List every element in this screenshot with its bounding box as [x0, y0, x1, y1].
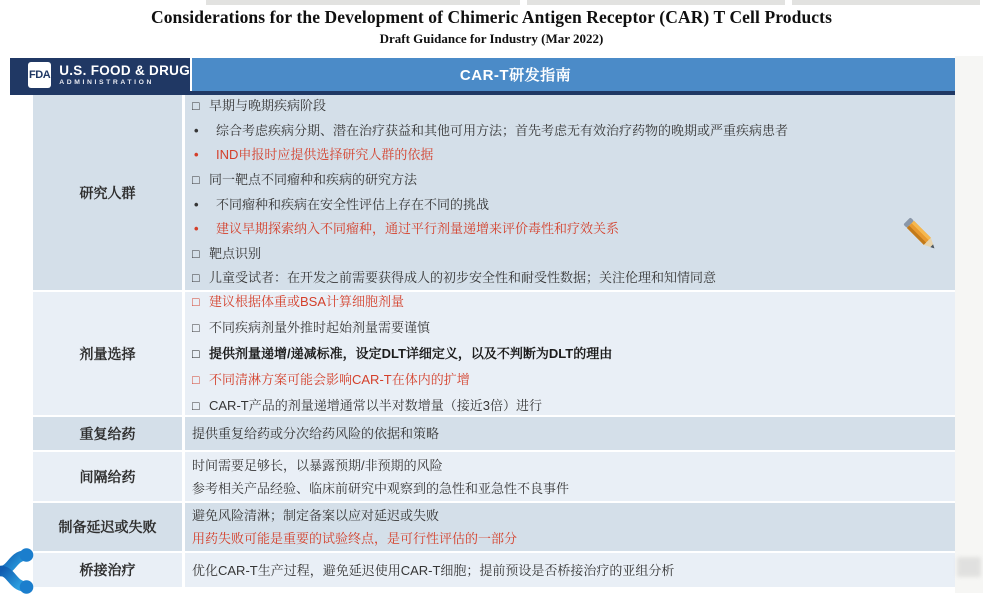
- guidance-item: [192, 393, 951, 419]
- right-margin-strip: [955, 56, 983, 593]
- guidance-item: [192, 422, 951, 445]
- row-content: [185, 452, 955, 501]
- guidance-item: [192, 527, 951, 550]
- guidance-item: [192, 289, 951, 315]
- guidance-item-text: 优化CAR-T生产过程，避免延迟使用CAR-T细胞；提前预设是否桥接治疗的亚组分析: [192, 562, 675, 578]
- row-content: [185, 503, 955, 551]
- bullet-icon: •: [194, 147, 199, 163]
- row-label: 研究人群: [33, 95, 185, 290]
- table-row: [33, 95, 955, 292]
- guidance-item: [192, 266, 951, 291]
- checkbox-icon: □: [192, 271, 200, 286]
- guidance-item: [192, 94, 951, 119]
- guidance-item: [192, 217, 951, 242]
- guidance-item-text: IND申报时应提供选择研究人群的依据: [216, 147, 434, 163]
- guidance-item-text: CAR-T产品的剂量递增通常以半对数增量（接近3倍）进行: [209, 397, 542, 413]
- row-label: 间隔给药: [33, 452, 185, 501]
- guidance-item-text: 靶点识别: [209, 245, 262, 261]
- guidance-item: [192, 242, 951, 267]
- checkbox-icon: □: [192, 398, 200, 413]
- guidance-item: [192, 477, 951, 500]
- guidance-item-text: 提供重复给药或分次给药风险的依据和策略: [192, 426, 440, 441]
- page-title: Considerations for the Development of Chimeric Antigen Receptor (CAR) T Cell Products: [150, 7, 833, 27]
- guidance-item-text: 早期与晚期疾病阶段: [209, 98, 327, 114]
- row-content: [185, 553, 955, 587]
- player-chrome-bar: [792, 0, 980, 5]
- table-header-row: [10, 58, 955, 91]
- checkbox-icon: □: [192, 246, 200, 261]
- row-label: 制备延迟或失败: [33, 503, 185, 551]
- fda-logo-line2: ADMINISTRATION: [59, 79, 154, 86]
- fda-logo-text: [59, 63, 190, 86]
- row-content: [185, 95, 955, 290]
- checkbox-icon: □: [192, 372, 200, 387]
- table-row: [33, 503, 955, 553]
- fda-logo-abbr: FDA: [29, 68, 51, 81]
- guidance-item-text: 建议早期探索纳入不同瘤种，通过平行剂量递增来评价毒性和疗效关系: [216, 221, 620, 237]
- checkbox-icon: □: [192, 294, 200, 309]
- guidance-item-text: 不同疾病剂量外推时起始剂量需要谨慎: [209, 319, 431, 335]
- fda-logo-line1: U.S. FOOD & DRUG: [59, 63, 190, 78]
- table-row: [33, 553, 955, 587]
- table-header-title: CAR-T研发指南: [459, 67, 572, 84]
- fda-logo: [10, 58, 190, 91]
- guidance-item: [192, 315, 951, 341]
- table-header-bar: [192, 58, 955, 91]
- table-row: [33, 452, 955, 503]
- table-row: [33, 292, 955, 417]
- player-chrome-bar: [527, 0, 785, 5]
- row-content: [185, 292, 955, 415]
- guidance-item-text: 参考相关产品经验、临床前研究中观察到的急性和亚急性不良事件: [192, 480, 570, 496]
- guidance-item-text: 同一靶点不同瘤种和疾病的研究方法: [209, 171, 418, 187]
- page-subtitle: Draft Guidance for Industry (Mar 2022): [379, 31, 604, 46]
- bullet-icon: •: [194, 196, 199, 212]
- bullet-icon: •: [194, 122, 199, 138]
- guidance-item-text: 建议根据体重或BSA计算细胞剂量: [209, 293, 405, 309]
- guidance-item: [192, 143, 951, 168]
- fda-logo-mark: [28, 62, 51, 88]
- guidance-item: [192, 341, 951, 367]
- player-chrome-bar: [206, 0, 520, 5]
- guidance-item: [192, 168, 951, 193]
- brand-c-logo: [0, 541, 48, 601]
- guidance-item: [192, 454, 951, 477]
- guidance-item: [192, 367, 951, 393]
- guidance-item-text: 不同清淋方案可能会影响CAR-T在体内的扩增: [209, 371, 470, 387]
- guidance-item-text: 用药失败可能是重要的试验终点，是可行性评估的一部分: [192, 531, 518, 546]
- table-row: [33, 417, 955, 452]
- guidance-item: [192, 504, 951, 527]
- guidance-item-text: 避免风险清淋；制定备案以应对延迟或失败: [192, 508, 440, 523]
- guidance-item-text: 时间需要足够长，以暴露预期/非预期的风险: [192, 457, 443, 473]
- checkbox-icon: □: [192, 346, 200, 361]
- guidance-item: [192, 559, 951, 582]
- row-label: 剂量选择: [33, 292, 185, 415]
- row-label: 重复给药: [33, 417, 185, 450]
- bullet-icon: •: [194, 221, 199, 237]
- guidance-item-text: 儿童受试者：在开发之前需要获得成人的初步安全性和耐受性数据；关注伦理和知情同意: [209, 270, 717, 286]
- guidance-item-text: 不同瘤种和疾病在安全性评估上存在不同的挑战: [216, 196, 490, 212]
- guidance-item: [192, 119, 951, 144]
- checkbox-icon: □: [192, 320, 200, 335]
- guidance-item-text: 综合考虑疾病分期、潜在治疗获益和其他可用方法；首先考虑无有效治疗药物的晚期或严重疾病患者: [216, 122, 789, 138]
- guidance-rows: [33, 95, 955, 587]
- row-label: 桥接治疗: [33, 553, 185, 587]
- checkbox-icon: □: [192, 172, 200, 187]
- pencil-icon: [898, 212, 944, 258]
- checkbox-icon: □: [192, 99, 200, 114]
- corner-watermark: [957, 557, 981, 577]
- row-content: [185, 417, 955, 450]
- slide-title-block: [0, 7, 983, 47]
- guidance-item: [192, 193, 951, 218]
- guidance-table: [10, 58, 955, 587]
- guidance-item-text: 提供剂量递增/递减标准，设定DLT详细定义，以及不判断为DLT的理由: [209, 345, 613, 361]
